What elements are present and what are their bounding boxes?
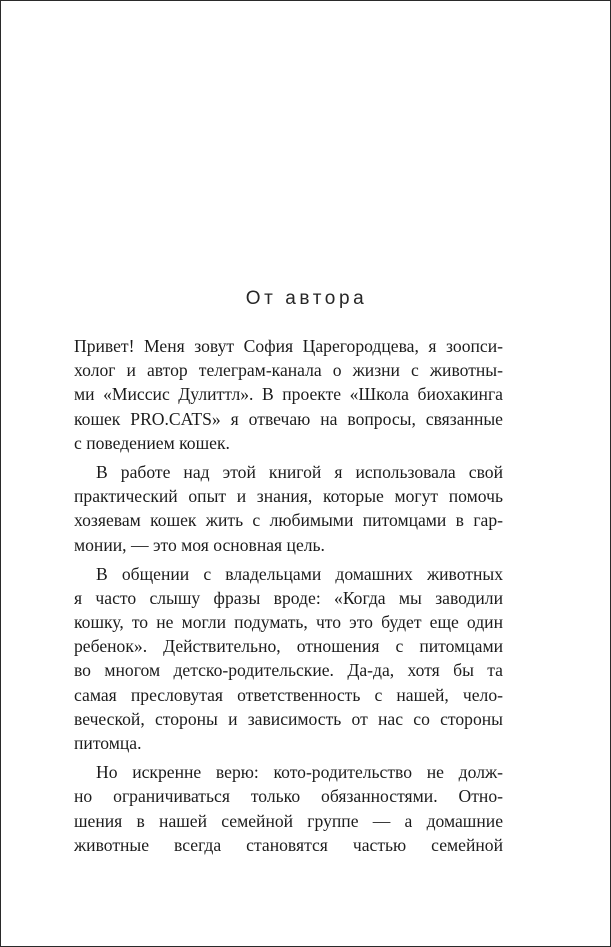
text-line: монии, — это моя основная цель. [74, 534, 325, 555]
body-text [74, 334, 503, 862]
text-line: кошку, то не могли подумать, что это будет еще один [74, 612, 503, 633]
text-line: веческой, стороны и зависимость от нас со стороны [74, 708, 503, 729]
text-line: я часто слышу фразы вроде: «Когда мы заводили [74, 587, 503, 608]
text-line: питомца. [74, 733, 142, 753]
text-line: В общении с владельцами домашних животных [96, 563, 503, 584]
paragraph-2 [74, 460, 503, 557]
paragraph-1 [74, 334, 503, 455]
text-line: Привет! Меня зовут София Царегородцева, я зоопси- [74, 336, 503, 356]
text-line: хозяевам кошек жить с любимыми питомцами в гар- [74, 510, 503, 531]
text-line: самая пресловутая ответственность с нашей, чело- [74, 684, 503, 705]
chapter-heading: От автора [245, 288, 368, 309]
text-line: с поведением кошек. [74, 432, 230, 453]
text-line: кошек PRO.CATS» я отвечаю на вопросы, связанные [74, 408, 503, 429]
text-line: животные всегда становятся частью семейной [74, 834, 503, 855]
text-line: но ограничиваться только обязанностями. Отно- [74, 786, 503, 807]
text-line: В работе над этой книгой я использовала свой [96, 461, 503, 482]
paragraph-3 [74, 562, 503, 756]
text-line: практический опыт и знания, которые могут помочь [74, 486, 503, 507]
text-line: Но искренне верю: кото-родительство не долж- [96, 762, 503, 783]
text-line: ми «Миссис Дулиттл». В проекте «Школа биохакинга [74, 384, 503, 405]
text-line: шения в нашей семейной группе — а домашние [74, 810, 503, 831]
text-line: холог и автор телеграм-канала о жизни с животны- [74, 360, 503, 381]
text-line: ребенок». Действительно, отношения с питомцами [74, 636, 503, 657]
paragraph-4 [74, 760, 503, 857]
text-line: во многом детско-родительские. Да-да, хотя бы та [74, 660, 503, 681]
